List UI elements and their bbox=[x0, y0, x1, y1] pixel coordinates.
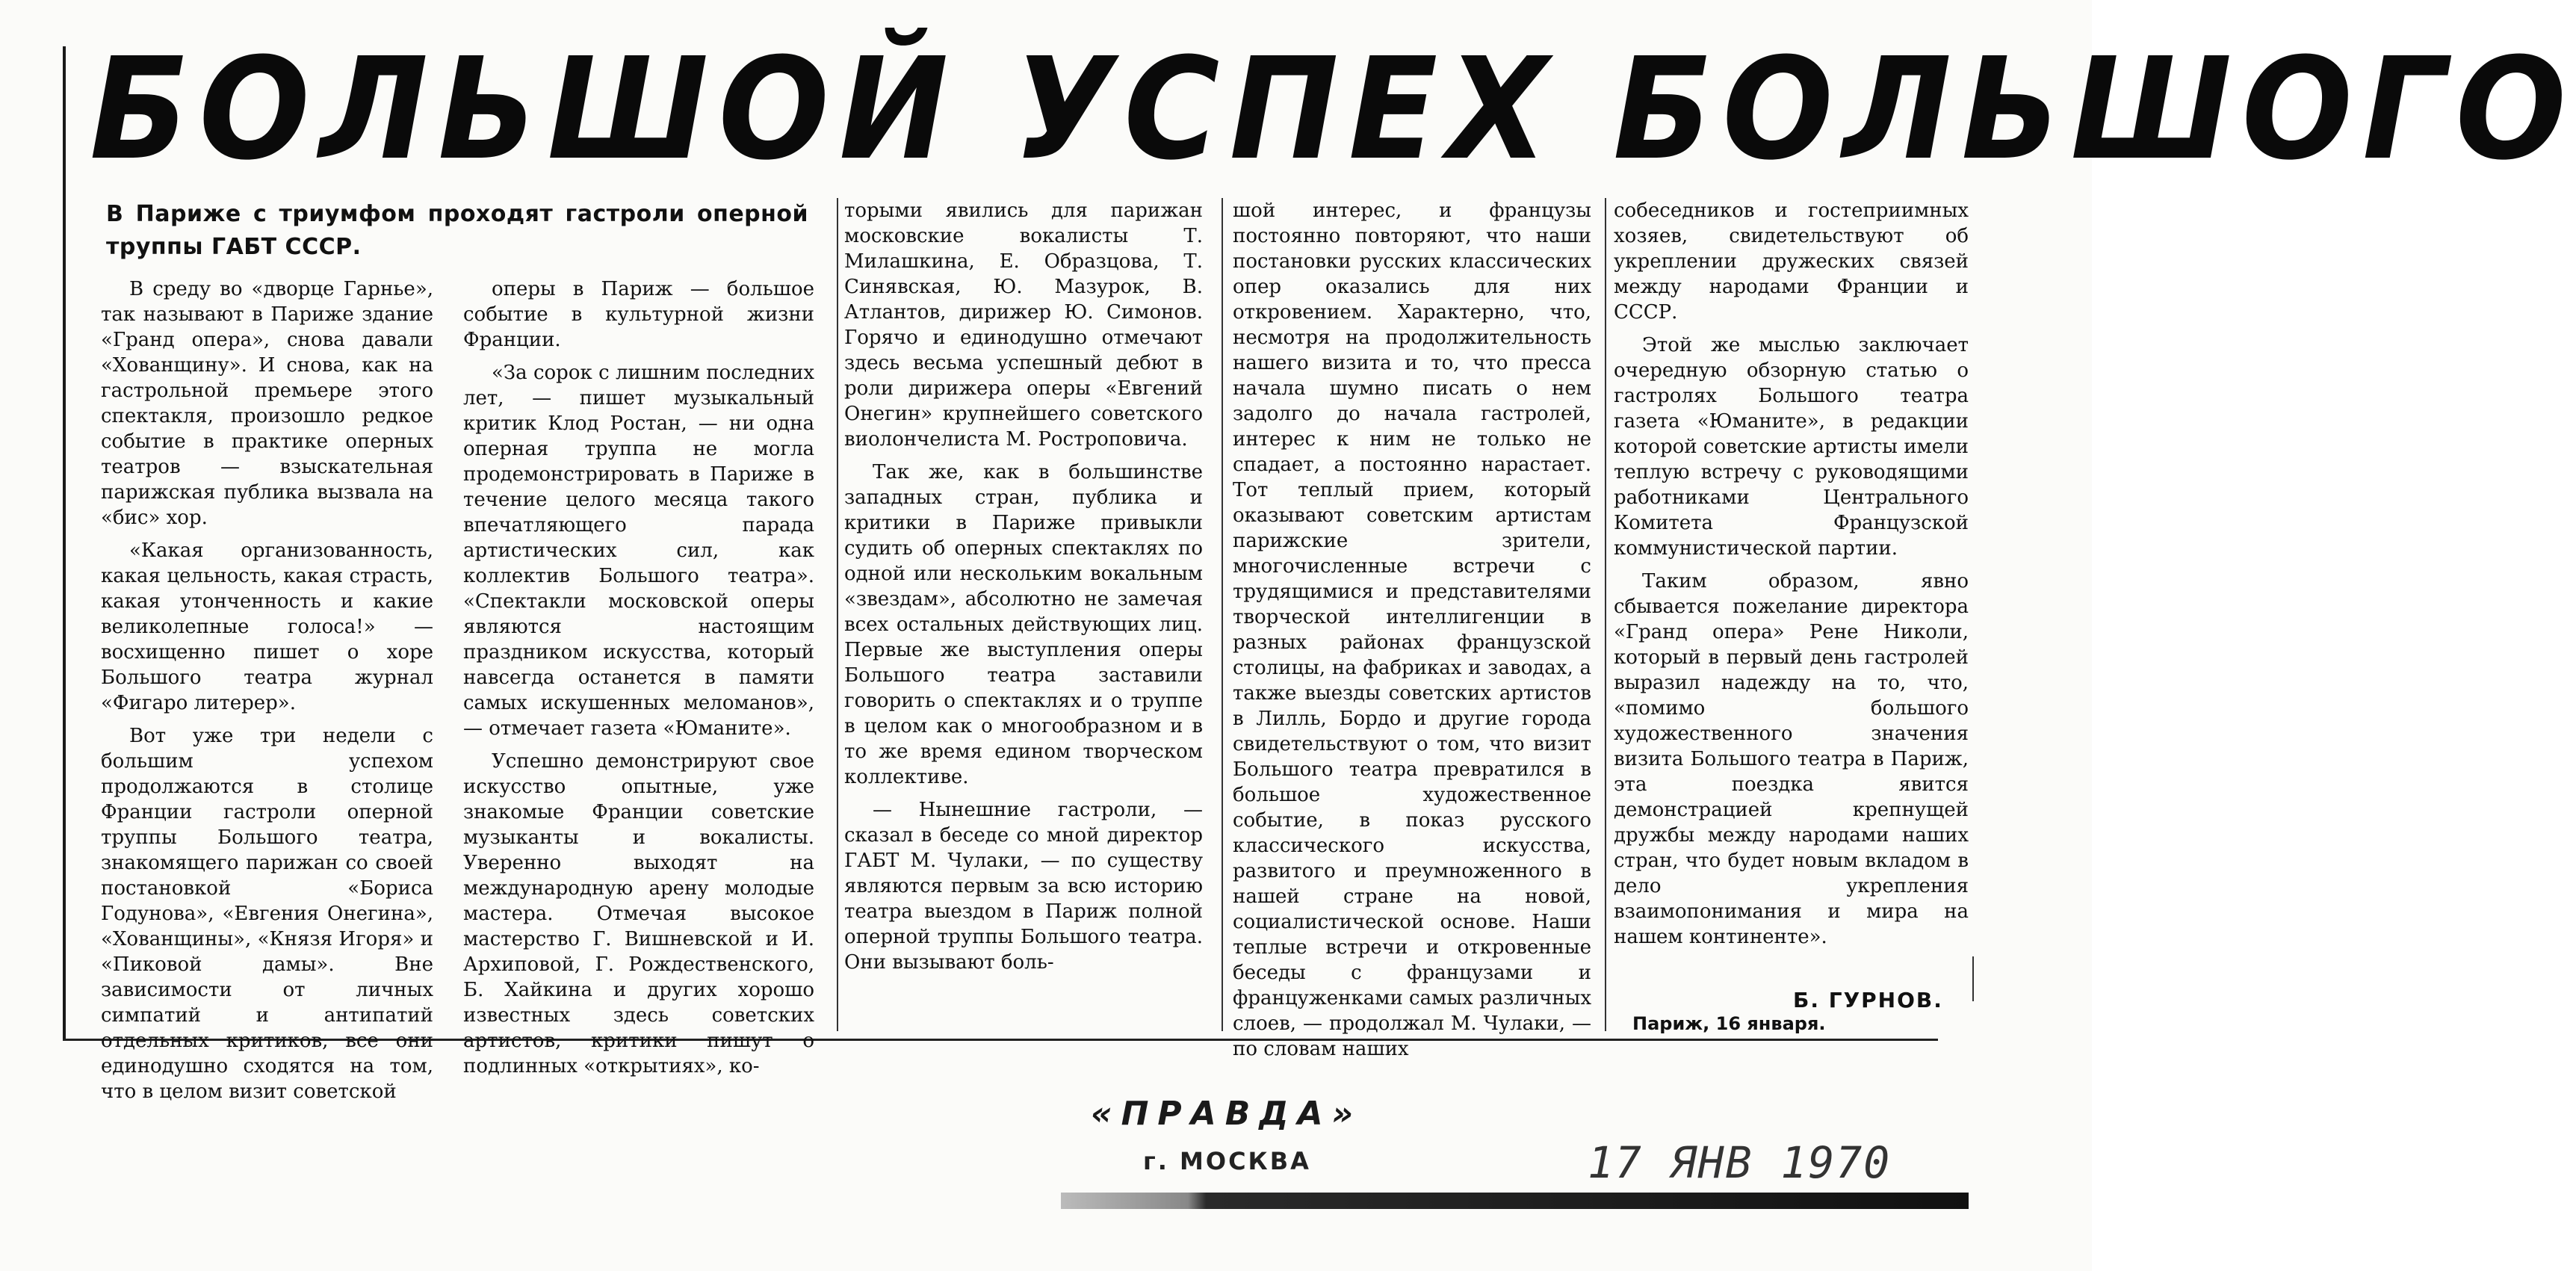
paragraph: шой интерес, и французы постоянно повторяют, что наши постановки русских классических опер оказались для них откровением. Характерно, что, несмотря на продолжительность нашего визита и то, что пресса начала шумно писать о нем задолго до начала гастролей, интерес к ним не только не спадает, а постоянно нарастает. Тот теплый прием, который оказывают советским артистам парижские зрители, многочисленные встречи с трудящимися и представителями творческой интеллигенции в разных районах французской столицы, на фабриках и заводах, а также выезды советских артистов в Лилль, Бордо и другие города свидетельствуют о том, что визит Большого театра превратился в большое художественное событие, в показ русского классического искусства, развитого и преумноженного в нашей стране на новой, социалистической основе. Наши теплые встречи и откровенные беседы с французами и француженками самых различных слоев, — продолжал М. Чулаки, — по словам наших bbox=[1233, 200, 1591, 1060]
paragraph: оперы в Париж — большое событие в культурной жизни Франции. bbox=[463, 278, 814, 351]
headline: БОЛЬШОЙ УСПЕХ БОЛЬШОГО bbox=[90, 28, 2576, 191]
paragraph: Этой же мыслью заключает очередную обзорную статью о гастролях Большого театра газета «Юманите», в редакции которой советские артисты имели теплую встречу с руководящими работниками Центрального Комитета Французской коммунистической партии. bbox=[1614, 334, 1969, 560]
paragraph: собеседников и гостеприимных хозяев, свидетельствуют об укреплении дружеских связей между народами Франции и СССР. bbox=[1614, 200, 1969, 324]
paragraph: Таким образом, явно сбывается пожелание директора «Гранд опера» Рене Николи, который в первый день гастролей выразил надежду на то, что, «помимо большого художественного значения визита Большого театра в Париж, эта поездка явится демонстрацией крепнущей дружбы между народами наших стран, что будет новым вкладом в дело укрепления взаимопонимания и мира на нашем континенте». bbox=[1614, 570, 1969, 948]
column-divider bbox=[1222, 198, 1223, 1031]
author-signature: Б. ГУРНОВ. bbox=[1793, 988, 1943, 1012]
stamp-city: г. МОСКВА bbox=[1143, 1147, 1311, 1175]
paragraph: «Какая организованность, какая цельность, какая страсть, какая утонченность и какие великолепные голоса!» — восхищенно пишет о хоре Большого театра журнал «Фигаро литерер». bbox=[101, 539, 433, 714]
paragraph: Вот уже три недели с большим успехом продолжаются в столице Франции гастроли оперной труппы Большого театра, знакомящего парижан со своей постановкой «Бориса Годунова», «Евгения Онегина», «Хованщины», «Князя Игоря» и «Пиковой дамы». Вне зависимости от личных симпатий и антипатий отдельных критиков, все они единодушно сходятся на том, что в целом визит советской bbox=[101, 725, 433, 1103]
left-border-rule bbox=[63, 46, 66, 1040]
paragraph: Так же, как в большинстве западных стран, публика и критики в Париже привыкли судить об оперных спектаклях по одной или нескольким вокальным «звездам», абсолютно не замечая всех остальных действующих лиц. Первые же выступления оперы Большого театра заставили говорить о спектаклях и о труппе в целом как о многообразном и в то же время едином творческом коллективе. bbox=[844, 461, 1203, 788]
column-divider bbox=[837, 198, 838, 1031]
column-divider bbox=[1605, 198, 1606, 1031]
article-column-4 bbox=[1233, 198, 1591, 1060]
article-column-2 bbox=[463, 276, 814, 1077]
column-divider bbox=[1972, 956, 1974, 1001]
paragraph: Успешно демонстрируют свое искусство опытные, уже знакомые Франции советские музыканты и вокалисты. Уверенно выходят на международную арену молодые мастера. Отмечая высокое мастерство Г. Вишневской и И. Архиповой, Г. Рождественского, Б. Хайкина и других хорошо известных здесь советских артистов, критики пишут о подлинных «открытиях», ко- bbox=[463, 750, 814, 1077]
article-column-5 bbox=[1614, 198, 1969, 990]
article-column-1 bbox=[101, 276, 433, 1103]
stamp-newspaper-name: «ПРАВДА» bbox=[1091, 1095, 1363, 1133]
lead-subheading: В Париже с триумфом проходят гастроли оперной труппы ГАБТ СССР. bbox=[106, 201, 808, 260]
stamp-date: 17 ЯНВ 1970 bbox=[1588, 1137, 1892, 1188]
paragraph: В среду во «дворце Гарнье», так называют в Париже здание «Гранд опера», снова давали «Хованщину». И снова, как на гастрольной премьере этого спектакля, произошло редкое событие в практике оперных театров — взыскательная парижская публика вызвала на «бис» хор. bbox=[101, 278, 433, 529]
paragraph: торыми явились для парижан московские вокалисты Т. Милашкина, Е. Образцова, Т. Синявская, Ю. Мазурок, В. Атлантов, дирижер Ю. Симонов. Горячо и единодушно отмечают здесь весьма успешный дебют в роли дирижера оперы «Евгений Онегин» крупнейшего советского виолончелиста М. Ростроповича. bbox=[844, 200, 1203, 451]
paragraph: «За сорок с лишним последних лет, — пишет музыкальный критик Клод Ростан, — ни одна оперная труппа не могла продемонстрировать в Париже в течение целого месяца такого впечатляющего парада артистических сил, как коллектив Большого театра». «Спектакли московской оперы являются настоящим праздником искусства, который навсегда останется в памяти самых искушенных меломанов», — отмечает газета «Юманите». bbox=[463, 362, 814, 740]
article-column-3 bbox=[844, 198, 1203, 1031]
stamp-bar bbox=[1061, 1193, 1969, 1209]
dateline: Париж, 16 января. bbox=[1632, 1013, 1826, 1034]
paragraph: — Нынешние гастроли, — сказал в беседе со мной директор ГАБТ М. Чулаки, — по существу являются первым за всю историю театра выездом в Париж полной оперной труппы Большого театра. Они вызывают боль- bbox=[844, 799, 1203, 974]
